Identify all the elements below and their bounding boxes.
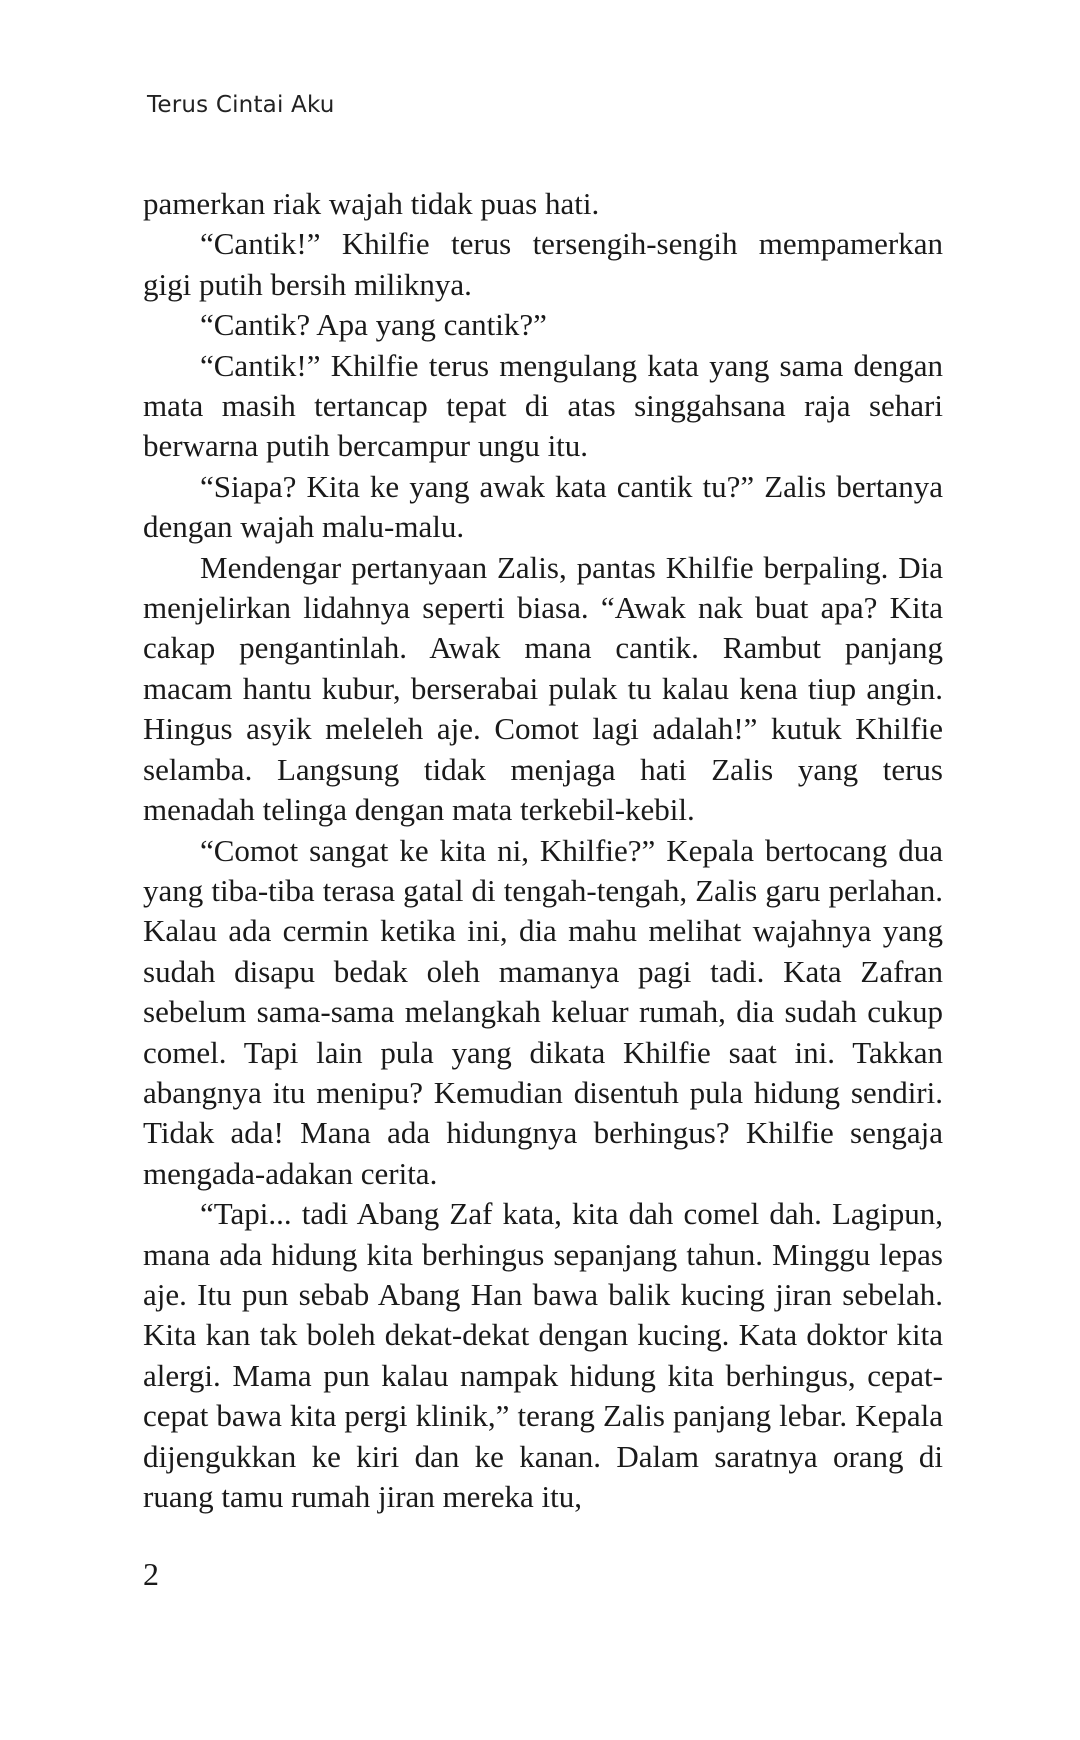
paragraph: “Cantik!” Khilfie terus mengulang kata yang sama dengan mata masih tertancap tepat di atas singgahsana raja sehari berwarna putih bercampur ungu itu. bbox=[143, 347, 943, 464]
paragraph: “Siapa? Kita ke yang awak kata cantik tu?” Zalis bertanya dengan wajah malu-malu. bbox=[143, 468, 943, 545]
paragraph: Mendengar pertanyaan Zalis, pantas Khilfie berpaling. Dia menjelirkan lidahnya seperti biasa. “Awak nak buat apa? Kita cakap pengantinlah. Awak mana cantik. Rambut panjang macam hantu kubur, berserabai pulak tu kalau kena tiup angin. Hingus asyik meleleh aje. Comot lagi adalah!” kutuk Khilfie selamba. Langsung tidak menjaga hati Zalis yang terus menadah telinga dengan mata terkebil-kebil. bbox=[143, 549, 943, 828]
body-text bbox=[143, 184, 943, 1517]
paragraph: “Tapi... tadi Abang Zaf kata, kita dah comel dah. Lagipun, mana ada hidung kita berhingus sepanjang tahun. Minggu lepas aje. Itu pun sebab Abang Han bawa balik kucing jiran sebelah. Kita kan tak boleh dekat-dekat dengan kucing. Kata doktor kita alergi. Mama pun kalau nampak hidung kita berhingus, cepat-cepat bawa kita pergi klinik,” terang Zalis panjang lebar. Kepala dijengukkan ke kiri dan ke kanan. Dalam saratnya orang di ruang tamu rumah jiran mereka itu, bbox=[143, 1196, 943, 1514]
paragraph: “Comot sangat ke kita ni, Khilfie?” Kepala bertocang dua yang tiba-tiba terasa gatal di tengah-tengah, Zalis garu perlahan. Kalau ada cermin ketika ini, dia mahu melihat wajahnya yang sudah disapu bedak oleh mamanya pagi tadi. Kata Zafran sebelum sama-sama melangkah keluar rumah, dia sudah cukup comel. Tapi lain pula yang dikata Khilfie saat ini. Takkan abangnya itu menipu? Kemudian disentuh pula hidung sendiri. Tidak ada! Mana ada hidungnya berhingus? Khilfie sengaja mengada-adakan cerita. bbox=[143, 832, 943, 1191]
page-number: 2 bbox=[143, 1556, 159, 1592]
paragraph: “Cantik? Apa yang cantik?” bbox=[200, 307, 547, 343]
paragraph: “Cantik!” Khilfie terus tersengih-sengih mempamerkan gigi putih bersih miliknya. bbox=[143, 226, 943, 302]
running-head: Terus Cintai Aku bbox=[147, 92, 335, 118]
paragraph: pamerkan riak wajah tidak puas hati. bbox=[143, 186, 600, 221]
